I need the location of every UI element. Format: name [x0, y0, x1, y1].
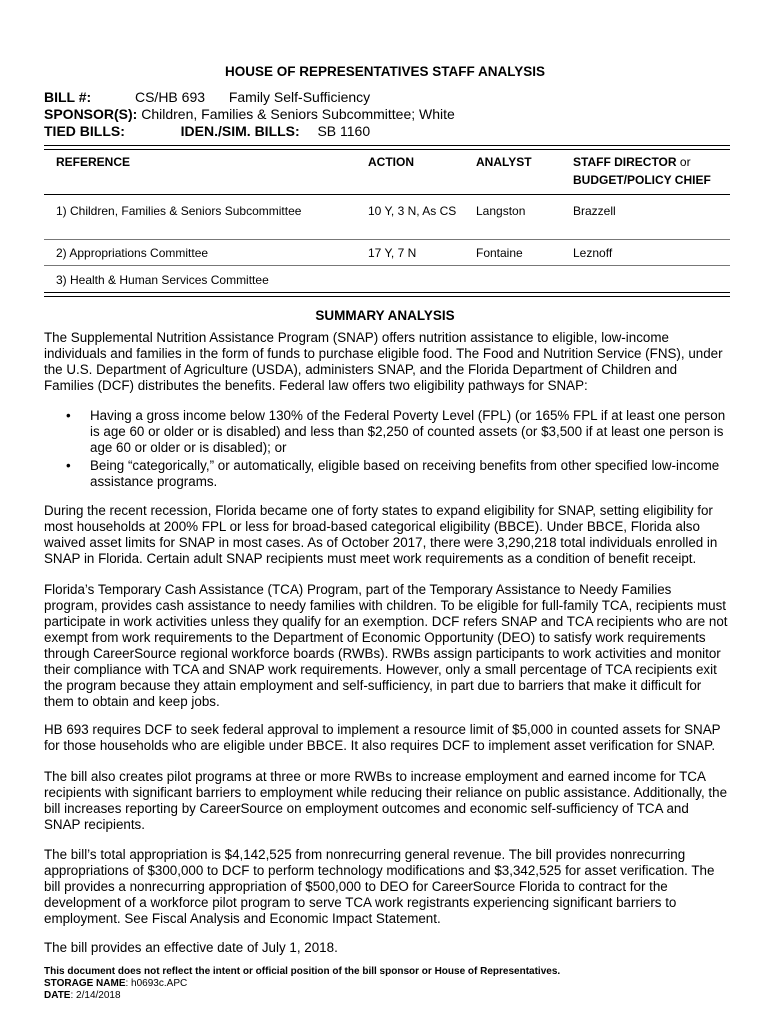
- document-title: HOUSE OF REPRESENTATIVES STAFF ANALYSIS: [224, 64, 546, 79]
- summary-paragraph-4: HB 693 requires DCF to seek federal approval to implement a resource limit of $5,000 in counted assets for SNAP for those households who are eligible under BBCE. It also requires DCF to implement asset verification for SNAP.: [44, 722, 721, 753]
- col-header-staff-director: [573, 153, 711, 189]
- budget-policy-chief-label: BUDGET/POLICY CHIEF: [573, 173, 711, 187]
- summary-paragraph-7: The bill provides an effective date of July 1, 2018.: [44, 940, 338, 955]
- col-header-reference: REFERENCE: [56, 155, 131, 169]
- table-row-1-analyst: Langston: [476, 204, 526, 218]
- summary-paragraph-6: The bill’s total appropriation is $4,142,525 from nonrecurring general revenue. The bill provides nonrecurring appropriations of $300,000 to DCF to perform technology modifications and $3,342,525 for asset verification. The bill provides a nonrecurring appropriation of $500,000 to DEO for CareerSource Florida to contract for the development of a workforce pilot program to serve TCA work registrants experiencing significant barriers to employment. See Fiscal Analysis and Economic Impact Statement.: [44, 847, 715, 926]
- summary-paragraph-1: The Supplemental Nutrition Assistance Program (SNAP) offers nutrition assistance to eligible, low-income individuals and families in the form of funds to purchase eligible food. The Food and Nutrition Service (FNS), under the U.S. Department of Agriculture (USDA), administers SNAP, and the Florida Department of Children and Families (DCF) distributes the benefits. Federal law offers two eligibility pathways for SNAP:: [44, 330, 723, 393]
- table-row-1-action: 10 Y, 3 N, As CS: [368, 204, 457, 218]
- staff-director-label: STAFF DIRECTOR: [573, 155, 677, 169]
- table-header-rule: [44, 194, 730, 195]
- tied-bills-label: TIED BILLS:: [44, 123, 125, 139]
- bill-title: Family Self-Sufficiency: [228, 89, 371, 105]
- tied-bills-row: [44, 123, 370, 139]
- staff-director-or: or: [679, 155, 691, 169]
- table-row-2-action: 17 Y, 7 N: [368, 246, 417, 260]
- summary-paragraph-5: The bill also creates pilot programs at three or more RWBs to increase employment and earned income for TCA recipients with significant barriers to employment while reducing their reliance on public assistance. Additionally, the bill increases reporting by CareerSource on employment outcomes and economic self-sufficiency of TCA and SNAP recipients.: [44, 769, 728, 832]
- date-value: : 2/14/2018: [70, 990, 121, 1001]
- iden-sim-value: SB 1160: [317, 123, 371, 139]
- table-row-2-reference: 2) Appropriations Committee: [56, 246, 209, 260]
- iden-sim-label: IDEN./SIM. BILLS:: [180, 123, 300, 139]
- bullet-text-1: Having a gross income below 130% of the Federal Poverty Level (FPL) (or 165% FPL if at least one person is age 60 or older or is disabled) and less than $2,250 of counted assets (or $3,500 if at least one person is age 60 or older or is disabled); or: [90, 408, 726, 455]
- storage-name-label: STORAGE NAME: [44, 978, 126, 989]
- bullet-icon: •: [66, 408, 71, 423]
- table-row-1-director: Brazzell: [573, 204, 616, 218]
- footer-disclaimer: This document does not reflect the intent or official position of the bill sponsor or House of Representatives.: [44, 966, 561, 977]
- bill-label: BILL #:: [44, 89, 92, 105]
- table-bottom-double-rule: [44, 292, 730, 297]
- summary-paragraph-3: Florida’s Temporary Cash Assistance (TCA) Program, part of the Temporary Assistance to Needy Families program, provides cash assistance to needy families with children. To be eligible for full-family TCA, recipients must participate in work activities unless they qualify for an exemption. DCF refers SNAP and TCA recipients who are not exempt from work requirements to the Department of Economic Opportunity (DEO) to satisfy work requirements through CareerSource regional workforce boards (RWBs). RWBs assign participants to work activities and monitor their compliance with TCA and SNAP work requirements. However, only a small percentage of TCA recipients exit the program because they attain employment and self-sufficiency, in part due to barriers that make it difficult for them to obtain and keep jobs.: [44, 582, 728, 709]
- sponsor-label: SPONSOR(S):: [44, 106, 138, 122]
- summary-analysis-title: SUMMARY ANALYSIS: [315, 308, 455, 323]
- footer-date: [44, 990, 121, 1002]
- bill-number-row: [44, 89, 370, 105]
- table-row-3-reference: 3) Health & Human Services Committee: [56, 273, 269, 287]
- summary-paragraph-2: During the recent recession, Florida became one of forty states to expand eligibility for SNAP, setting eligibility for most households at 200% FPL or less for broad-based categorical eligibility (BBCE). Under BBCE, Florida also waived asset limits for SNAP in most cases. As of October 2017, there were 3,290,218 total individuals enrolled in SNAP in Florida. Certain adult SNAP recipients must meet work requirements as a condition of benefit receipt.: [44, 503, 718, 566]
- eligibility-bullet-list: [44, 408, 728, 492]
- sponsor-value: Children, Families & Seniors Subcommittee; White: [141, 106, 455, 122]
- date-label: DATE: [44, 990, 71, 1001]
- table-row-2-analyst: Fontaine: [476, 246, 523, 260]
- footer-storage-name: [44, 978, 187, 990]
- list-item: [44, 408, 728, 456]
- sponsor-row: [44, 106, 455, 122]
- list-item: [44, 458, 728, 490]
- storage-name-value: : h0693c.APC: [125, 978, 188, 989]
- table-row-divider-2: [44, 265, 730, 266]
- col-header-analyst: ANALYST: [476, 155, 532, 169]
- bill-number: CS/HB 693: [134, 89, 206, 105]
- table-row-2-director: Leznoff: [573, 246, 613, 260]
- table-row-divider-1: [44, 239, 730, 240]
- header-double-rule: [44, 145, 730, 150]
- table-row-1-reference: 1) Children, Families & Seniors Subcommittee: [56, 204, 302, 218]
- col-header-action: ACTION: [368, 155, 414, 169]
- bullet-text-2: Being “categorically,” or automatically, eligible based on receiving benefits from other specified low-income assistance programs.: [90, 458, 720, 489]
- bullet-icon: •: [66, 458, 71, 473]
